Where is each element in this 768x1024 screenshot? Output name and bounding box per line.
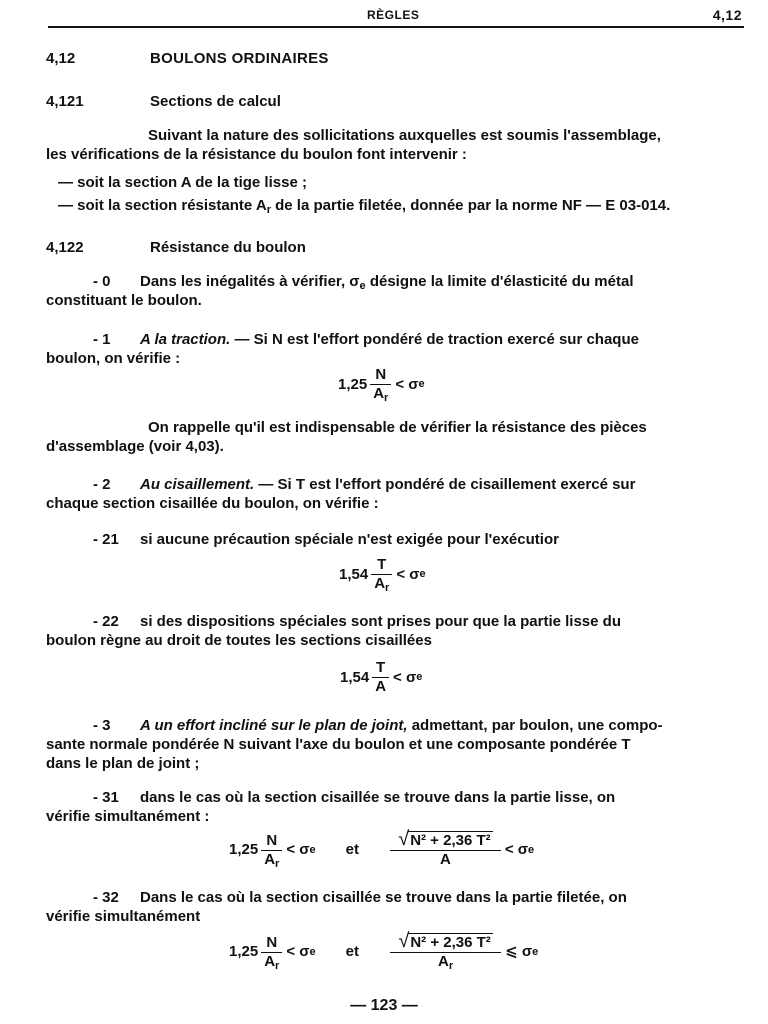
relation: < [395, 375, 405, 393]
paragraph-32 [46, 888, 742, 926]
numerator [396, 930, 494, 952]
text-line: dans le plan de joint ; [46, 755, 200, 772]
fraction [372, 660, 389, 694]
subscript: r [448, 960, 454, 972]
coefficient: 1,25 [338, 375, 368, 393]
header-rule [48, 26, 744, 28]
text-line: vérifie simultanément [46, 908, 201, 925]
text-line: constituant le boulon. [46, 292, 202, 309]
section-number: 4,121 [46, 93, 84, 110]
paragraph-1-traction [46, 330, 742, 368]
paragraph-22 [46, 612, 742, 650]
text-run: — soit la section résistante A [58, 197, 267, 214]
fraction-radical [390, 828, 501, 868]
paragraph-0 [46, 272, 742, 310]
item-number: - 21 [93, 531, 119, 548]
text-line: On rappelle qu'il est indispensable de vérifier la résistance des pièces [148, 419, 647, 436]
sigma: σ [517, 841, 529, 858]
text-line: boulon règne au droit de toutes les sections cisaillées [46, 632, 432, 649]
numerator: T [377, 556, 387, 573]
paragraph-intro [46, 126, 742, 164]
italic-lead: A la traction. [140, 331, 231, 348]
formula-combined-plain: 1,25 $\frac{N}{A_r}$ < σ e et $\frac{\text{√N² + 2,36 T²}}{A}$ < σ e [229, 828, 535, 870]
denominator [370, 384, 391, 404]
text-run: admettant, par boulon, une compo- [407, 717, 663, 734]
fraction [371, 556, 392, 594]
subscript: r [275, 857, 280, 870]
subscript: r [266, 204, 271, 216]
text-run: si des dispositions spéciales sont prises pour que la partie lisse du [140, 613, 621, 630]
section-number: 4,12 [46, 50, 76, 67]
paragraph-3-effort-incline [46, 716, 742, 773]
item-number: - 22 [93, 613, 119, 630]
fraction [261, 831, 282, 870]
formula-combined-threaded: 1,25 $\frac{N}{A_r}$ < σ e et $\frac{\text{√N² + 2,36 T²}}{A_r}$ ⩽ σ e [229, 930, 539, 972]
fraction [370, 366, 391, 404]
section-title: BOULONS ORDINAIRES [150, 50, 329, 67]
text-run: dans le cas où la section cisaillée se trouve dans la partie lisse, on [140, 789, 616, 806]
bullet-section-Ar [58, 196, 742, 215]
italic-lead: Au cisaillement. [140, 476, 255, 493]
denominator [261, 952, 282, 972]
page-number: — 123 — [350, 997, 418, 1014]
text-run: si aucune précaution spéciale n'est exigée pour l'exécutior [140, 531, 559, 548]
text-line: vérifie simultanément : [46, 808, 210, 825]
section-title: Résistance du boulon [150, 239, 306, 256]
sqrt-icon: √ [398, 828, 410, 850]
text-line: sante normale pondérée N suivant l'axe du boulon et une composante pondérée T [46, 736, 631, 753]
subscript: r [275, 959, 280, 972]
coefficient: 1,54 [340, 668, 370, 686]
denominator [390, 952, 501, 972]
item-number: - 31 [93, 789, 119, 806]
den-symbol: A [374, 575, 386, 592]
sigma: σ [408, 375, 419, 393]
sigma: σ [521, 943, 533, 960]
running-header-section: 4,12 [712, 7, 742, 23]
radicand: N² + 2,36 T² [410, 934, 491, 951]
formula-shear-threaded: 1,54 $\frac{T}{A_r}$ < σ e [339, 556, 426, 594]
item-number: - 3 [93, 717, 111, 734]
text-line: Suivant la nature des sollicitations auxquelles est soumis l'assemblage, [148, 127, 661, 144]
numerator: N [266, 933, 278, 951]
subscript: r [385, 582, 390, 594]
formula-traction: 1,25 $\frac{N}{A_r}$ < σ e [338, 366, 425, 404]
item-number: - 0 [93, 273, 111, 290]
numerator [396, 828, 494, 850]
numerator: N [375, 366, 387, 383]
fraction-radical [390, 930, 501, 972]
denominator [371, 574, 392, 594]
subscript: e [359, 280, 366, 292]
text-run: — Si N est l'effort pondéré de traction exercé sur chaque [230, 331, 639, 348]
text-run: Dans le cas où la section cisaillée se trouve dans la partie filetée, on [140, 889, 627, 906]
relation: < [396, 565, 406, 583]
text-run: Dans les inégalités à vérifier, σ [140, 273, 360, 290]
coefficient: 1,25 [229, 943, 259, 960]
relation: < [286, 943, 296, 960]
text-line: chaque section cisaillée du boulon, on vérifie : [46, 495, 379, 512]
denominator: A [372, 677, 389, 694]
coefficient: 1,54 [339, 565, 369, 583]
relation: < [504, 841, 514, 858]
paragraph-21 [46, 530, 742, 549]
denominator [261, 850, 282, 870]
text-run: de la partie filetée, donnée par la norme NF — E 03-014. [270, 197, 671, 214]
sigma: σ [299, 943, 310, 960]
text-line: d'assemblage (voir 4,03). [46, 438, 224, 455]
fraction [261, 933, 282, 972]
subscript: r [384, 392, 389, 404]
bullet-section-A: — soit la section A de la tige lisse ; [58, 174, 307, 191]
conjunction: et [345, 841, 359, 858]
text-line: les vérifications de la résistance du boulon font intervenir : [46, 146, 467, 163]
den-symbol: A [373, 385, 385, 402]
paragraph-31 [46, 788, 742, 826]
den-symbol: A [438, 953, 449, 970]
coefficient: 1,25 [229, 841, 259, 858]
text-run: désigne la limite d'élasticité du métal [365, 273, 634, 290]
section-number: 4,122 [46, 239, 84, 256]
item-number: - 2 [93, 476, 111, 493]
running-header-title: RÈGLES [367, 8, 420, 22]
sqrt-icon: √ [398, 930, 410, 952]
den-symbol: A [264, 850, 276, 868]
relation: ⩽ [505, 943, 518, 960]
conjunction: et [345, 943, 359, 960]
sigma: σ [405, 668, 417, 686]
paragraph-1-reminder [46, 418, 742, 456]
text-run: — Si T est l'effort pondéré de cisaillement exercé sur [254, 476, 636, 493]
section-title: Sections de calcul [150, 93, 281, 110]
denominator: A [390, 850, 501, 867]
text-line: boulon, on vérifie : [46, 350, 181, 367]
formula-shear-plain: 1,54 $\frac{T}{A}$ < σ e [340, 659, 423, 695]
den-symbol: A [264, 952, 276, 970]
sigma: σ [299, 841, 310, 858]
italic-lead: A un effort incliné sur le plan de joint, [140, 717, 408, 734]
radicand: N² + 2,36 T² [410, 832, 491, 849]
relation: < [286, 841, 296, 858]
relation: < [393, 668, 402, 686]
paragraph-2-cisaillement [46, 475, 742, 513]
item-number: - 1 [93, 331, 111, 348]
numerator: N [266, 831, 278, 849]
item-number: - 32 [93, 889, 119, 906]
sigma: σ [409, 565, 420, 583]
numerator: T [376, 659, 386, 676]
